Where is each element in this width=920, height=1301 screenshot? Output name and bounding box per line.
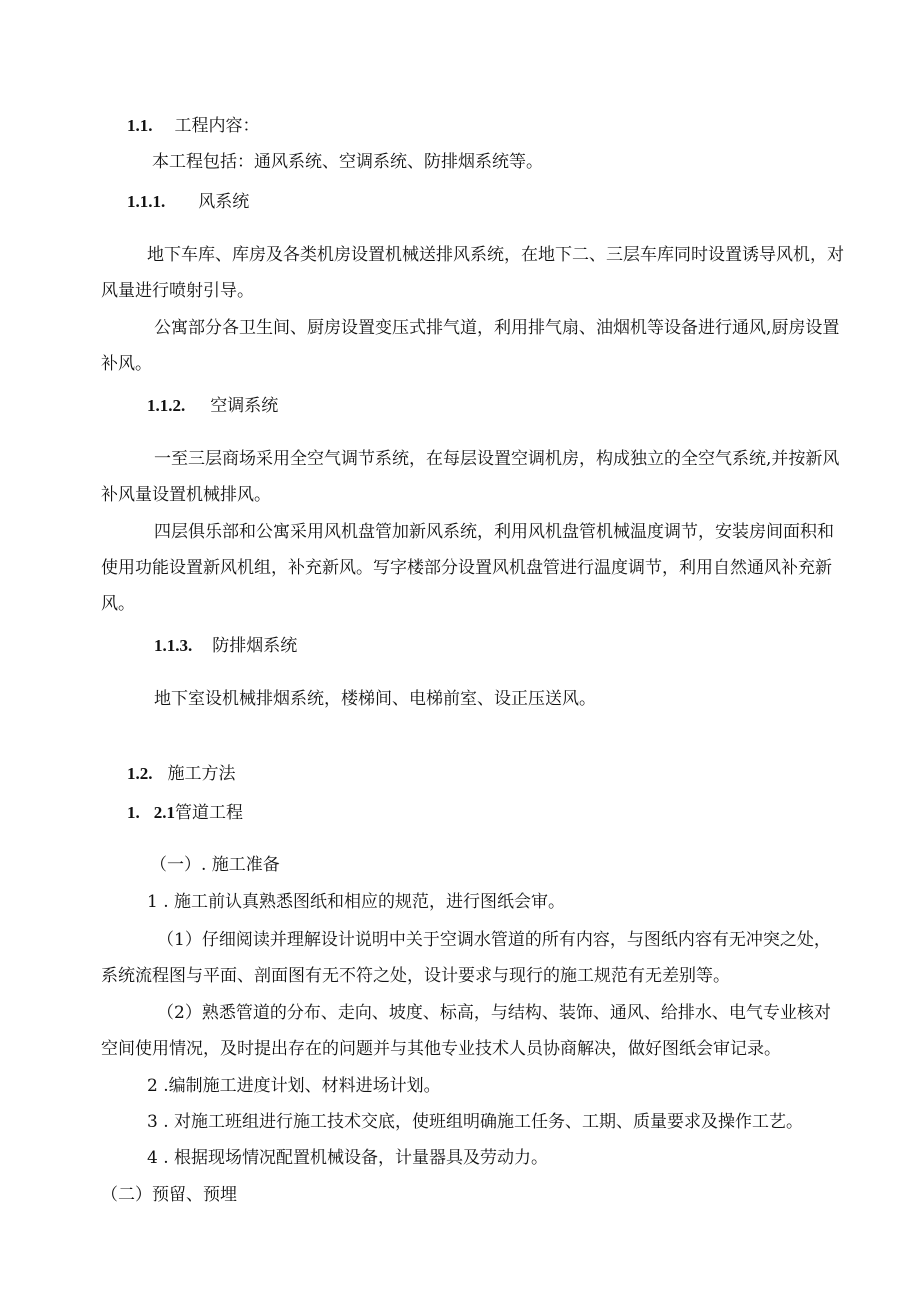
paragraph-line: （2）熟悉管道的分布、走向、坡度、标高，与结构、装饰、通风、给排水、电气专业核对 bbox=[157, 1003, 831, 1023]
paragraph-line: 补风。 bbox=[101, 354, 152, 374]
intro-paragraph: 本工程包括：通风系统、空调系统、防排烟系统等。 bbox=[152, 152, 543, 172]
paragraph-line: 风。 bbox=[101, 594, 135, 614]
heading-title: 风系统 bbox=[198, 192, 250, 212]
heading-1-2 bbox=[127, 764, 236, 784]
subsection-title: （二）预留、预埋 bbox=[101, 1185, 237, 1205]
heading-number: 1.1.2. bbox=[147, 396, 186, 415]
heading-number: 1. bbox=[127, 803, 140, 822]
paragraph-line: 公寓部分各卫生间、厨房设置变压式排气道，利用排气扇、油烟机等设备进行通风,厨房设置 bbox=[154, 318, 840, 338]
paragraph-line: 使用功能设置新风机组，补充新风。写字楼部分设置风机盘管进行温度调节，利用自然通风补充新 bbox=[101, 558, 832, 578]
heading-1-1-3 bbox=[154, 636, 297, 656]
heading-title: 空调系统 bbox=[210, 396, 279, 416]
paragraph-line: 空间使用情况，及时提出存在的问题并与其他专业技术人员协商解决，做好图纸会审记录。 bbox=[101, 1039, 781, 1059]
heading-number: 1.1.3. bbox=[154, 636, 193, 655]
paragraph-line: 一至三层商场采用全空气调节系统，在每层设置空调机房，构成独立的全空气系统,并按新风 bbox=[154, 449, 840, 469]
list-item: 4 . 根据现场情况配置机械设备，计量器具及劳动力。 bbox=[147, 1148, 549, 1168]
heading-title: 施工方法 bbox=[167, 764, 236, 784]
heading-title: 工程内容： bbox=[174, 116, 260, 136]
heading-1-1-2 bbox=[147, 396, 278, 416]
heading-number: 1.2. bbox=[127, 764, 153, 783]
heading-1-1 bbox=[127, 116, 260, 136]
heading-title: 管道工程 bbox=[175, 803, 243, 823]
heading-number: 1.1.1. bbox=[127, 192, 166, 211]
paragraph-line: 地下车库、库房及各类机房设置机械送排风系统，在地下二、三层车库同时设置诱导风机，对 bbox=[147, 245, 844, 265]
heading-number: 1.1. bbox=[127, 116, 153, 135]
heading-1-1-1 bbox=[127, 192, 249, 212]
heading-number: 2.1 bbox=[153, 803, 175, 822]
paragraph-line: 风量进行喷射引导。 bbox=[101, 281, 254, 301]
paragraph-line: （1）仔细阅读并理解设计说明中关于空调水管道的所有内容，与图纸内容有无冲突之处， bbox=[157, 930, 831, 950]
paragraph-line: 四层俱乐部和公寓采用风机盘管加新风系统，利用风机盘管机械温度调节，安装房间面积和 bbox=[154, 522, 834, 542]
heading-title: 防排烟系统 bbox=[212, 636, 298, 656]
paragraph-line: 地下室设机械排烟系统，楼梯间、电梯前室、设正压送风。 bbox=[154, 689, 596, 709]
list-item: 2 .编制施工进度计划、材料进场计划。 bbox=[147, 1076, 441, 1096]
subsection-title: （一）. 施工准备 bbox=[150, 855, 280, 875]
paragraph-line: 系统流程图与平面、剖面图有无不符之处，设计要求与现行的施工规范有无差别等。 bbox=[101, 966, 730, 986]
list-item: 3 . 对施工班组进行施工技术交底，使班组明确施工任务、工期、质量要求及操作工艺。 bbox=[147, 1112, 804, 1132]
paragraph-line: 补风量设置机械排风。 bbox=[101, 485, 271, 505]
list-item: 1 . 施工前认真熟悉图纸和相应的规范，进行图纸会审。 bbox=[147, 892, 566, 912]
heading-1-2-1 bbox=[127, 803, 243, 823]
